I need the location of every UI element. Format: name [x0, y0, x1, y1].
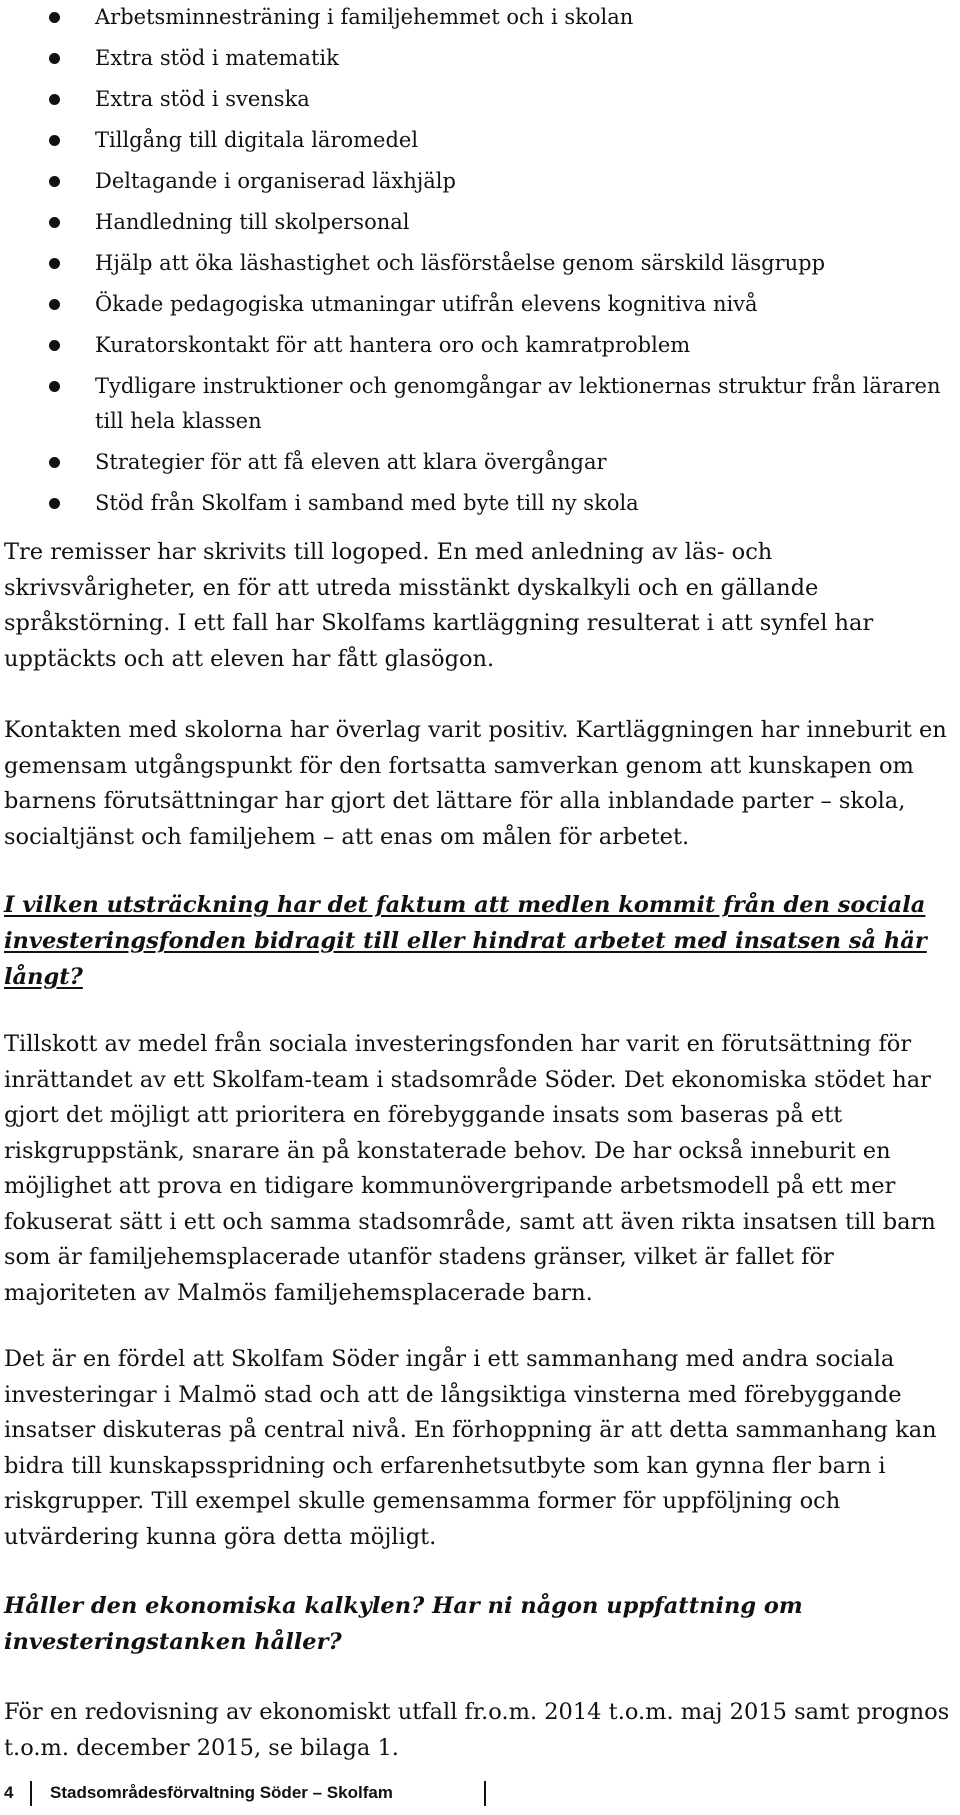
list-item: [0, 246, 960, 281]
list-item-text: Extra stöd i svenska: [95, 87, 310, 111]
list-item-text: Extra stöd i matematik: [95, 46, 339, 70]
support-measures-list: [0, 0, 960, 527]
bullet-icon: [49, 53, 60, 64]
bullet-icon: [49, 381, 60, 392]
list-item-text: Deltagande i organiserad läxhjälp: [95, 169, 456, 193]
bullet-icon: [49, 299, 60, 310]
list-item: [0, 41, 960, 76]
list-item: [0, 369, 960, 439]
list-item: [0, 445, 960, 480]
bullet-icon: [49, 176, 60, 187]
bullet-icon: [49, 135, 60, 146]
list-item: [0, 164, 960, 199]
list-item-text: Kuratorskontakt för att hantera oro och kamratproblem: [95, 333, 691, 357]
footer-divider: [30, 1781, 32, 1806]
footer-text: Stadsområdesförvaltning Söder – Skolfam: [50, 1783, 393, 1802]
bullet-icon: [49, 94, 60, 105]
remisser-paragraph: Tre remisser har skrivits till logoped. En med anledning av läs- och skrivsvårigheter, en för att utreda misstänkt dyskalkyli och en gällande språkstörning. I ett fall har Skolfams kartläggning resulterat i att synfel har upptäckts och att eleven har fått glasögon.: [4, 539, 874, 672]
redovisning-paragraph: För en redovisning av ekonomiskt utfall fr.o.m. 2014 t.o.m. maj 2015 samt prognos t.o.m. december 2015, se bilaga 1.: [4, 1699, 950, 1761]
list-item: [0, 0, 960, 35]
list-item-text: Arbetsminnesträning i familjehemmet och i skolan: [95, 5, 634, 29]
page-footer: [0, 1778, 960, 1808]
list-item-text: Tillgång till digitala läromedel: [95, 128, 419, 152]
list-item-text: Ökade pedagogiska utmaningar utifrån elevens kognitiva nivå: [95, 292, 758, 316]
list-item: [0, 205, 960, 240]
bullet-icon: [49, 12, 60, 23]
bullet-icon: [49, 457, 60, 468]
tillskott-paragraph: Tillskott av medel från sociala investeringsfonden har varit en förutsättning för inrättandet av ett Skolfam-team i stadsområde Söder. Det ekonomiska stödet har gjort det möjligt att prioritera en förebyggande insats som baseras på ett riskgruppstänk, snarare än på konstaterade behov. De har också inneburit en möjlighet att prova en tidigare kommunövergripande arbetsmodell på ett mer fokuserat sätt i ett och samma stadsområde, samt att även rikta insatsen till barn som är familjehemsplacerade utanför stadens gränser, vilket är fallet för majoriteten av Malmös familjehemsplacerade barn.: [4, 1031, 936, 1306]
list-item-text: Stöd från Skolfam i samband med byte till ny skola: [95, 491, 639, 515]
list-item: [0, 486, 960, 521]
list-item-text: Hjälp att öka läshastighet och läsförståelse genom särskild läsgrupp: [95, 251, 826, 275]
bullet-icon: [49, 340, 60, 351]
bullet-icon: [49, 258, 60, 269]
list-item-text: Strategier för att få eleven att klara övergångar: [95, 450, 607, 474]
list-item: [0, 82, 960, 117]
bullet-icon: [49, 498, 60, 509]
question-heading-kalkylen: Håller den ekonomiska kalkylen? Har ni någon uppfattning om investeringstanken håller?: [4, 1593, 803, 1655]
bullet-icon: [49, 217, 60, 228]
question-heading-fonden: I vilken utsträckning har det faktum att medlen kommit från den sociala investeringsfonden bidragit till eller hindrat arbetet med insatsen så här långt?: [4, 892, 927, 990]
list-item: [0, 123, 960, 158]
list-item: [0, 287, 960, 322]
list-item-text: Handledning till skolpersonal: [95, 210, 410, 234]
footer-divider: [484, 1781, 486, 1806]
fordel-paragraph: Det är en fördel att Skolfam Söder ingår i ett sammanhang med andra sociala investeringar i Malmö stad och att de långsiktiga vinsterna med förebyggande insatser diskuteras på central nivå. En förhoppning är att detta sammanhang kan bidra till kunskapsspridning och erfarenhetsutbyte som kan gynna fler barn i riskgrupper. Till exempel skulle gemensamma former för uppföljning och utvärdering kunna göra detta möjligt.: [4, 1346, 937, 1550]
kontakten-paragraph: Kontakten med skolorna har överlag varit positiv. Kartläggningen har inneburit en gemensam utgångspunkt för den fortsatta samverkan genom att kunskapen om barnens förutsättningar har gjort det lättare för alla inblandade parter – skola, socialtjänst och familjehem – att enas om målen för arbetet.: [4, 717, 947, 850]
list-item-text: Tydligare instruktioner och genomgångar av lektionernas struktur från läraren till hela klassen: [95, 374, 941, 433]
page-number: 4: [4, 1783, 14, 1802]
list-item: [0, 328, 960, 363]
